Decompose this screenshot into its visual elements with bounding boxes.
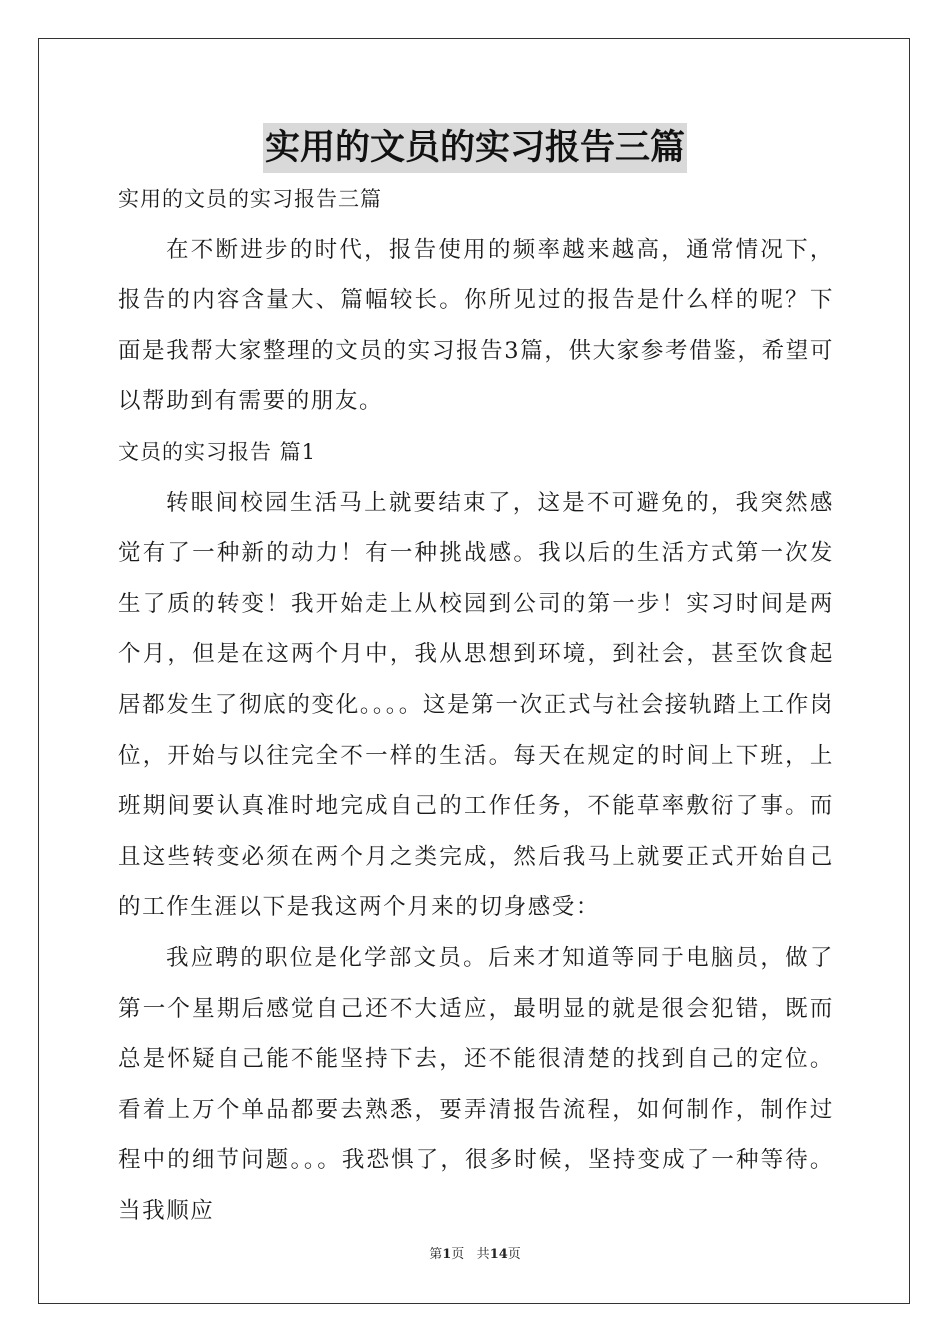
section-paragraph-1: 转眼间校园生活马上就要结束了，这是不可避免的，我突然感觉有了一种新的动力！有一种挑战感。我以后的生活方式第一次发生了质的转变！我开始走上从校园到公司的第一步！实习时间是两个月，但是在这两个月中，我从思想到环境，到社会，甚至饮食起居都发生了彻底的变化。。。。这是第一次正式与社会接轨踏上工作岗位，开始与以往完全不一样的生活。每天在规定的时间上下班，上班期间要认真准时地完成自己的工作任务，不能草率敷衍了事。而且这些转变必须在两个月之类完成，然后我马上就要正式开始自己的工作生涯以下是我这两个月来的切身感受： — [118, 489, 834, 921]
page-footer — [0, 1245, 950, 1265]
footer-total-suffix: 页 — [507, 1247, 521, 1262]
section-paragraph-2: 我应聘的职位是化学部文员。后来才知道等同于电脑员，做了第一个星期后感觉自己还不大适应，最明显的就是很会犯错，既而总是怀疑自己能不能坚持下去，还不能很清楚的找到自己的定位。看着上万个单品都要去熟悉，要弄清报告流程，如何制作，制作过程中的细节问题。。。我恐惧了，很多时候，坚持变成了一种等待。当我顺应 — [118, 944, 834, 1224]
footer-total-prefix: 共 — [476, 1247, 490, 1262]
footer-page-suffix: 页 — [451, 1247, 465, 1262]
section-heading: 文员的实习报告 篇1 — [118, 439, 317, 464]
document-title: 实用的文员的实习报告三篇 — [263, 123, 687, 173]
intro-paragraph: 在不断进步的时代，报告使用的频率越来越高，通常情况下，报告的内容含量大、篇幅较长。你所见过的报告是什么样的呢？下面是我帮大家整理的文员的实习报告3篇，供大家参考借鉴，希望可以帮助到有需要的朋友。 — [118, 236, 834, 415]
footer-page-prefix: 第 — [429, 1247, 443, 1262]
title-wrap — [0, 123, 950, 173]
document-body — [118, 174, 834, 1236]
footer-total-pages: 14 — [489, 1247, 508, 1262]
footer-page-number: 1 — [442, 1247, 452, 1262]
document-subtitle: 实用的文员的实习报告三篇 — [118, 187, 382, 211]
